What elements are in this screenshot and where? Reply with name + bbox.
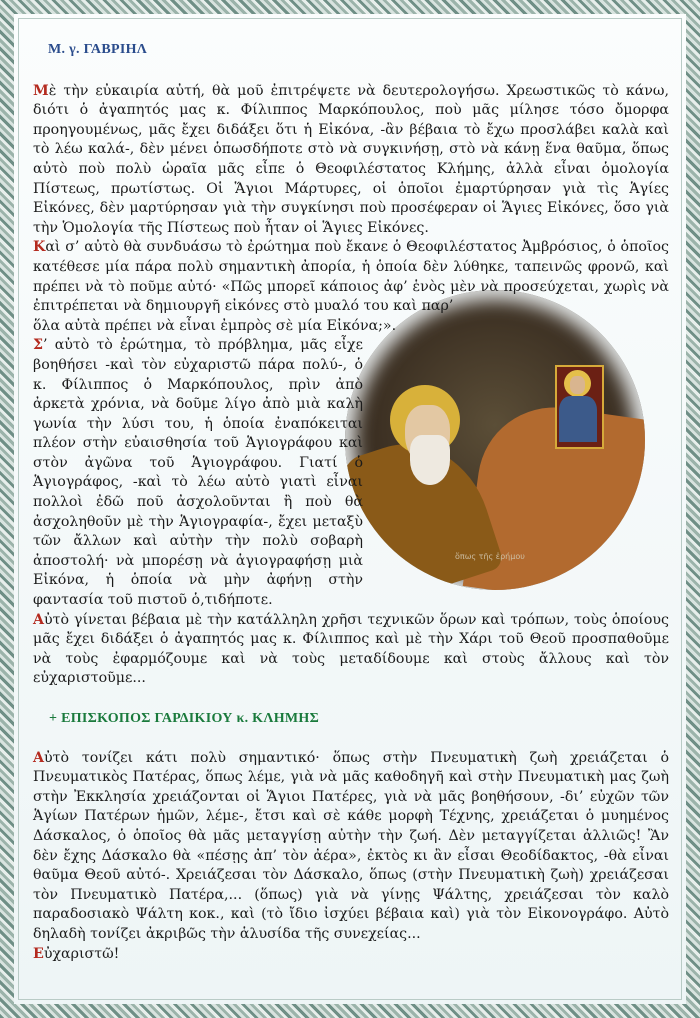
paragraph-text: ὐτὸ τονίζει κάτι πολὺ σημαντικό· ὅπως στὴν Πνευματικὴ ζωὴ χρειάζεται ὁ Πνευματικὸς Πατέρας, ὅπως λέμε, γιὰ νὰ μᾶς καθοδηγῆ καὶ στὴν Πνευματικὴ μας ζωὴ στὴν Ἐκκλησία χρειάζονται οἱ Ἅγιοι Πατέρες, γιὰ νὰ μᾶς βοηθήσουν, -δι’ εὐχῶν τῶν Ἁγίων Πατέρων ἡμῶν, λέμε-, ἔτσι καὶ σὲ κάθε μορφὴ Τέχνης, χρειάζεται ὁ μυημένος Δάσκαλος, ὁ ὁποῖος θὰ μᾶς μεταγγίσῃ αὐτὴν τὴν ζωή. Δὲν μεταγγίζεται ἀλλιῶς! Ἂν δὲν ἔχης Δάσκαλο θὰ «πέσῃς ἀπ’ τὸν ἀέρα», ἐκτὸς κι ἂν εἶσαι Θεοδίδακτος, -θὰ εἶναι θαῦμα Θεοῦ αὐτό-. Χρειάζεσαι τὸν Δάσκαλο, ὅπως (στὴν Πνευματικὴ ζωὴ) χρειάζεσαι τὸν Πνευματικὸ Πατέρα,... (ὅπως) γιὰ νὰ γίνῃς Ψάλτης, χρειάζεσαι τὸν καλὸ παραδοσιακὸ Ψάλτη κοκ., καὶ (τὸ ἴδιο ἰσχύει βέβαια καὶ) γιὰ τὸν Εἰκονογράφο. Αὐτὸ δηλαδὴ τονίζει ἀκριβῶς τὴν ἁλυσίδα τῆς συνεχείας...: [33, 749, 669, 942]
drop-initial: Ε: [33, 945, 44, 962]
article-body: [33, 30, 669, 964]
paragraph: [33, 749, 669, 945]
paragraph-text: αὶ σ’ αὐτὸ θὰ συνδυάσω τὸ ἐρώτημα ποὺ ἔκανε ὁ Θεοφιλέστατος Ἀμβρόσιος, ὁ ὁποῖος κατέθεσε μία πάρα πολὺ σημαντικὴ ἀπορία, ἡ ὁποία δὲν λύθηκε, ταπεινῶς φρονῶ, καὶ πρέπει νὰ τὸ ποῦμε αὐτό· «Πῶς μπορεῖ κάποιος ἀφ’ ἑνὸς μὲν νὰ προσεύχεται, χωρὶς νὰ ἐπιτρέπεται νὰ δημιουργῆ εἰκόνες στὸ μυαλό του καὶ παρ’: [33, 239, 669, 315]
paragraph-text: ὲ τὴν εὐκαιρία αὐτή, θὰ μοῦ ἐπιτρέψετε νὰ δευτερολογήσω. Χρεωστικῶς τὸ κάνω, διότι ὁ ἀγαπητός μας κ. Φίλιππος Μαρκόπουλος, ποὺ μᾶς μίλησε τόσο ὄμορφα προηγουμένως, μᾶς ἔχει διδάξει ὅτι ἡ Εἰκόνα, -ἂν βέβαια τὸ ἔχω προσλάβει καλὰ καὶ τὸ λέω καλά-, δὲν μένει ὁπωσδήποτε στὸ νὰ συγκινήσῃ, στὸ νὰ κάνῃ ἕνα θαῦμα, ὅπως αὐτὸ ποὺ πολὺ ὡραῖα μᾶς εἶπε ὁ Θεοφιλέστατος Κλήμης, ἀλλὰ εἶναι ὁμολογία Πίστεως, πρωτίστως. Οἱ Ἅγιοι Μάρτυρες, οἱ ὁποῖοι ἐμαρτύρησαν γιὰ τὶς Ἁγίες Εἰκόνες, δὲν μαρτύρησαν γιὰ τὴν συγκίνησι ποὺ προσέφεραν οἱ Ἅγιες Εἰκόνες, ὅσο γιὰ τὴν Ὁμολογία τῆς Πίστεως ποὺ ἦταν οἱ Ἅγιες Εἰκόνες.: [33, 82, 669, 236]
section-heading-gabriel: Μ. γ. ΓΑΒΡΙΗΛ: [48, 42, 148, 57]
paragraph-text: ὐχαριστῶ!: [43, 945, 120, 962]
paragraph-continuation: ὅλα αὐτὰ πρέπει νὰ εἶναι ἐμπρὸς σὲ μία Εἰκόνα;».: [33, 317, 397, 334]
image-caption: ὅπως τῆς ἐρήμου: [455, 552, 525, 561]
paragraph: [33, 238, 669, 316]
section-heading-klimis: + ΕΠΙΣΚΟΠΟΣ ΓΑΡΔΙΚΙΟΥ κ. ΚΛΗΜΗΣ: [49, 711, 320, 726]
paragraph: [33, 611, 669, 689]
paragraph: [33, 945, 669, 965]
drop-initial: Κ: [33, 239, 46, 256]
paragraph: [33, 336, 363, 610]
paragraph-text: ὐτὸ γίνεται βέβαια μὲ τὴν κατάλληλη χρῆσι τεχνικῶν ὅρων καὶ τρόπων, τοὺς ὁποίους μᾶς ἔχει διδάξει ὁ ἀγαπητός μας κ. Φίλιππος καὶ μὲ τὴν Χάρι τοῦ Θεοῦ προσπαθοῦμε νὰ τοὺς ἐφαρμόζουμε καὶ νὰ τοὺς μεταδίδουμε καὶ στοὺς ἄλλους καὶ τὸν εὐχαριστοῦμε...: [33, 611, 669, 687]
paragraph: [33, 82, 669, 239]
drop-initial: Μ: [33, 82, 49, 99]
drop-initial: Α: [33, 611, 45, 628]
paragraph-text: ’ αὐτὸ τὸ ἐρώτημα, τὸ πρόβλημα, μᾶς εἶχε βοηθήσει -καὶ τὸν εὐχαριστῶ πάρα πολύ-, ὁ κ. Φίλιππος ὁ Μαρκόπουλος, πρὶν ἀπὸ ἀρκετὰ χρόνια, νὰ δοῦμε λίγο ἀπὸ μιὰ καλὴ γωνία τὴν λύσι του, ἡ ὁποία ἐναπόκειται πλέον στὴν εὐαισθησία τοῦ Ἁγιογράφου καὶ στὸν ἀγῶνα τοῦ Ἁγιογράφου. Γιατί ὁ Ἁγιογράφος, -καὶ τὸ λέω αὐτὸ γιατὶ εἶναι πολλοὶ ἐδῶ ποῦ ἀσχολοῦνται ἢ ποὺ θὰ ἀσχοληθοῦν μὲ τὴν Ἁγιογραφία-, ἔχει μεταξὺ τῶν ἄλλων καὶ αὐτὴν τὴν πολὺ σοβαρὴ ἀποστολή· νὰ μπορέσῃ νὰ ἁγιογραφήσῃ μιὰ Εἰκόνα, ἡ ὁποία νὰ μὴν ἀφήνῃ στὴν φαντασία τοῦ πιστοῦ ὁ,τιδήποτε.: [33, 337, 363, 609]
drop-initial: Σ: [33, 337, 44, 354]
drop-initial: Α: [33, 749, 45, 766]
